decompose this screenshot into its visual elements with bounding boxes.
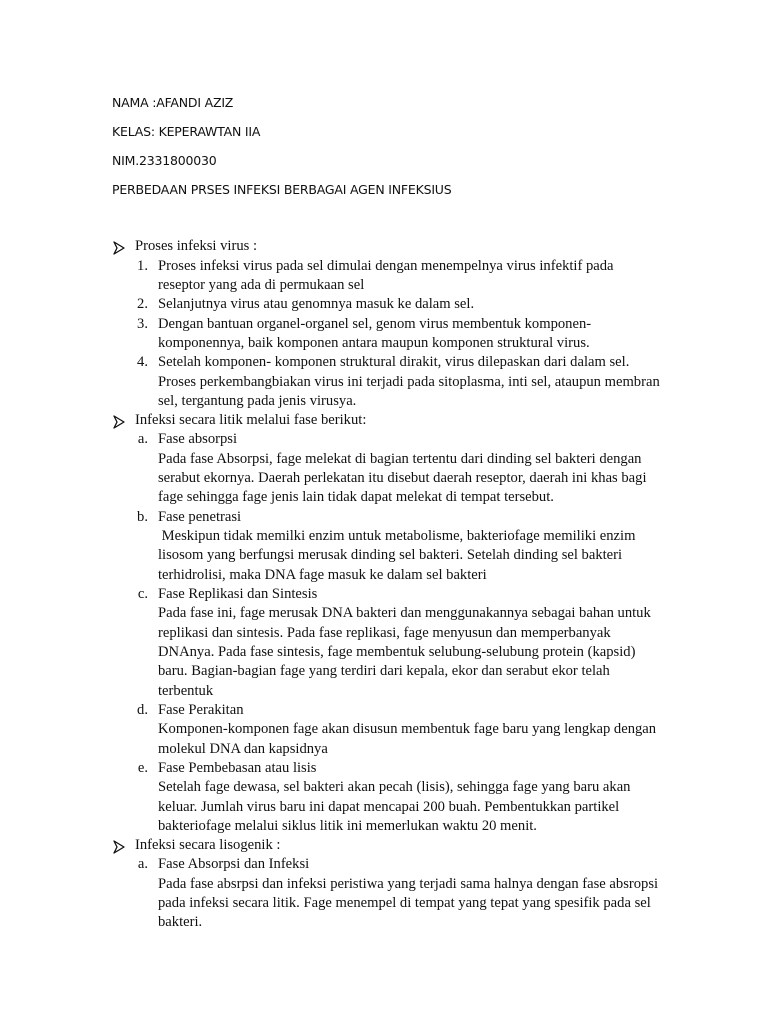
item-text: DNAnya. Pada fase sintesis, fage membentuk selubung-selubung protein (kapsid): [158, 644, 636, 660]
item-text: baru. Bagian-bagian fage yang terdiri dari kepala, ekor dan serabut ekor telah: [158, 663, 610, 679]
item-text: komponennya, baik komponen antara maupun komponen struktural virus.: [158, 335, 590, 351]
item-text: Proses infeksi virus pada sel dimulai dengan menempelnya virus infektif pada: [158, 258, 614, 274]
item-letter: c.: [137, 586, 148, 602]
section-title: Infeksi secara litik melalui fase berikut:: [135, 412, 367, 428]
item-heading: Fase Absorpsi dan Infeksi: [158, 856, 310, 872]
arrow-bullet-icon: [112, 241, 126, 255]
item-text: Pada fase ini, fage merusak DNA bakteri dan menggunakannya sebagai bahan untuk: [158, 605, 651, 621]
item-heading: Fase Perakitan: [158, 702, 244, 718]
arrow-bullet-icon: [112, 415, 126, 429]
item-heading: Fase Pembebasan atau lisis: [158, 760, 317, 776]
item-text: Setelah fage dewasa, sel bakteri akan pecah (lisis), sehingga fage yang baru akan: [158, 779, 631, 795]
item-text: keluar. Jumlah virus baru ini dapat mencapai 200 buah. Pembentukkan partikel: [158, 799, 620, 815]
item-number: 4.: [137, 354, 148, 370]
item-text: serabut ekornya. Daerah perlekatan itu disebut daerah reseptor, daerah ini khas bagi: [158, 470, 647, 486]
item-text: Dengan bantuan organel-organel sel, genom virus membentuk komponen-: [158, 316, 592, 332]
item-text: bakteriofage melalui siklus litik ini memerlukan waktu 20 menit.: [158, 818, 537, 834]
item-letter: a.: [137, 431, 148, 447]
item-text: terbentuk: [158, 683, 214, 699]
item-text: pada infeksi secara litik. Fage menempel di tempat yang tepat yang spesifik pada sel: [158, 895, 651, 911]
item-text: Pada fase Absorpsi, fage melekat di bagian tertentu dari dinding sel bakteri dengan: [158, 451, 642, 467]
item-heading: Fase absorpsi: [158, 431, 238, 447]
item-letter: e.: [137, 760, 148, 776]
item-heading: Fase penetrasi: [158, 509, 242, 525]
item-text: reseptor yang ada di permukaan sel: [158, 277, 365, 293]
item-text: Proses perkembangbiakan virus ini terjadi pada sitoplasma, inti sel, ataupun membran: [158, 374, 660, 390]
item-number: 3.: [137, 316, 148, 332]
item-text: Pada fase absrpsi dan infeksi peristiwa yang terjadi sama halnya dengan fase absropsi: [158, 876, 659, 892]
item-number: 2.: [137, 296, 148, 312]
arrow-bullet-icon: [112, 840, 126, 854]
student-class: KELAS: KEPERAWTAN IIA: [112, 124, 261, 139]
item-letter: d.: [137, 702, 148, 718]
student-name: NAMA :AFANDI AZIZ: [112, 95, 234, 110]
item-text: fage sehingga fage jenis lain tidak dapat melekat di tempat tersebut.: [158, 489, 554, 505]
item-heading: Fase Replikasi dan Sintesis: [158, 586, 318, 602]
section-title: Infeksi secara lisogenik :: [135, 837, 281, 853]
item-letter: b.: [137, 509, 148, 525]
item-text: sel, tergantung pada jenis virusya.: [158, 393, 357, 409]
item-text: Selanjutnya virus atau genomnya masuk ke dalam sel.: [158, 296, 475, 312]
item-text: terhidrolisi, maka DNA fage masuk ke dalam sel bakteri: [158, 567, 487, 583]
document-title: PERBEDAAN PRSES INFEKSI BERBAGAI AGEN INFEKSIUS: [112, 182, 452, 197]
item-text: Setelah komponen- komponen struktural dirakit, virus dilepaskan dari dalam sel.: [158, 354, 630, 370]
item-text: replikasi dan sintesis. Pada fase replikasi, fage menyusun dan memperbanyak: [158, 625, 611, 641]
section-title: Proses infeksi virus :: [135, 238, 258, 254]
student-nim: NIM.2331800030: [112, 153, 217, 168]
item-text: molekul DNA dan kapsidnya: [158, 741, 328, 757]
item-text: Komponen-komponen fage akan disusun membentuk fage baru yang lengkap dengan: [158, 721, 657, 737]
item-text: bakteri.: [158, 914, 203, 930]
item-text: Meskipun tidak memilki enzim untuk metabolisme, bakteriofage memiliki enzim: [158, 528, 636, 544]
item-number: 1.: [137, 258, 148, 274]
item-text: lisosom yang berfungsi merusak dinding sel bakteri. Setelah dinding sel bakteri: [158, 547, 623, 563]
item-letter: a.: [137, 856, 148, 872]
